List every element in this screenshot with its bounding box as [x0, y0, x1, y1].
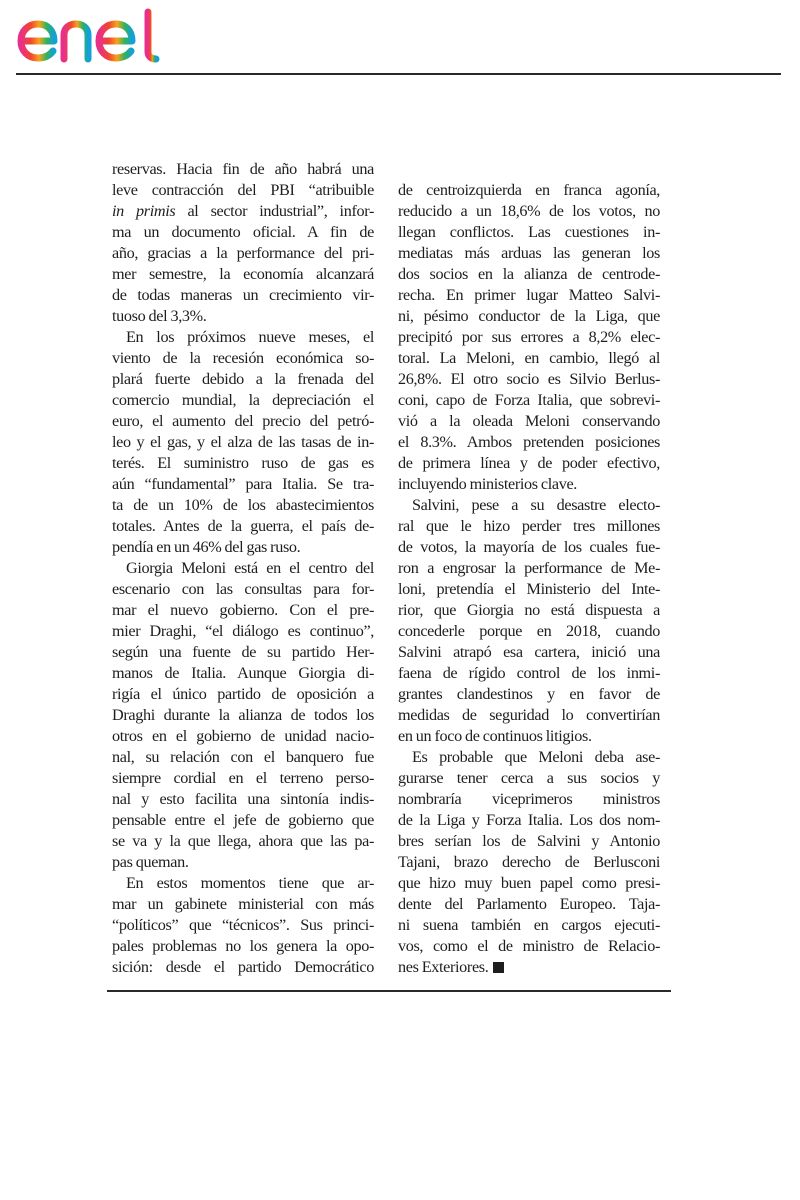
article-text-line: leve contracción del PBI “atribuible: [112, 181, 374, 199]
article-text-line: siempre cordial en el terreno perso-: [112, 769, 374, 787]
article-text-line: incluyendo ministerios clave.: [398, 475, 578, 493]
article-text-line: nal, su relación con el banquero fue: [112, 748, 374, 766]
article-text-line: loni, pretendía el Ministerio del Inte-: [398, 580, 660, 598]
article-end-divider: [107, 990, 671, 992]
italic-phrase: in primis: [112, 202, 176, 220]
article-text-line: faena de rígido control de los inmi-: [398, 664, 660, 682]
article-text-line: dente del Parlamento Europeo. Taja-: [398, 895, 660, 913]
article-text-line: según una fuente de su partido Her-: [112, 643, 374, 661]
article-column-left: [112, 159, 374, 978]
article-text-line: se va y la que llega, ahora que las pa-: [112, 832, 374, 850]
article-text-line: recha. En primer lugar Matteo Salvi-: [398, 286, 660, 304]
article-text-line: plará fuerte debido a la frenada del: [112, 370, 374, 388]
article-text-line: coni, capo de Forza Italia, que sobrevi-: [398, 391, 660, 409]
article-text-line: Tajani, brazo derecho de Berlusconi: [398, 853, 660, 871]
article-text-line: llegan conflictos. Las cuestiones in-: [398, 223, 660, 241]
article-text-line: sición: desde el partido Democrático: [112, 958, 374, 976]
article-text-line: pendía en un 46% del gas ruso.: [112, 538, 301, 556]
article-text-line: mer semestre, la economía alcanzará: [112, 265, 374, 283]
article-text-line: grantes clandestinos y en favor de: [398, 685, 660, 703]
article-text-line: euro, el aumento del precio del petró-: [112, 412, 374, 430]
end-of-article-square-icon: [493, 962, 504, 973]
article-text-line: Es probable que Meloni deba ase-: [412, 748, 660, 766]
article-text-line: pensable entre el jefe de gobierno que: [112, 811, 374, 829]
article-text-line: que hizo muy buen papel como presi-: [398, 874, 660, 892]
article-text-line: el 8.3%. Ambos pretenden posiciones: [398, 433, 660, 451]
article-body: [112, 159, 672, 989]
article-text-line: de votos, la mayoría de los cuales fue-: [398, 538, 660, 556]
article-text-line: Salvini atrapó esa cartera, inició una: [398, 643, 660, 661]
page-header: [0, 0, 800, 80]
article-text-line: nal y esto facilita una sintonía indis-: [112, 790, 374, 808]
article-text-line: ron a engrosar la performance de Me-: [398, 559, 660, 577]
article-text-line: pas queman.: [112, 853, 189, 871]
article-text-line: gurarse tener cerca a sus socios y: [398, 769, 660, 787]
article-text-line: otros en el gobierno de unidad nacio-: [112, 727, 374, 745]
article-text-line: Giorgia Meloni está en el centro del: [126, 559, 374, 577]
article-text-line: tuoso del 3,3%.: [112, 307, 207, 325]
article-text-line: toral. La Meloni, en cambio, llegó al: [398, 349, 660, 367]
article-text-line: ta de un 10% de los abastecimientos: [112, 496, 374, 514]
article-text-line: aún “fundamental” para Italia. Se tra-: [112, 475, 374, 493]
article-text-line: manos de Italia. Aunque Giorgia di-: [112, 664, 374, 682]
article-text-line: de todas maneras un crecimiento vir-: [112, 286, 374, 304]
enel-logo: [16, 8, 176, 68]
article-text-line: rior, que Giorgia no está dispuesta a: [398, 601, 660, 619]
article-text-line: ni, pésimo conductor de la Liga, que: [398, 307, 660, 325]
article-text-line: mar el nuevo gobierno. Con el pre-: [112, 601, 374, 619]
article-text-line: Salvini, pese a su desastre electo-: [412, 496, 660, 514]
article-text-line: mediatas más arduas las generan los: [398, 244, 660, 262]
article-text-line: in primis al sector industrial”, infor-: [112, 202, 374, 220]
article-text-line: pales problemas no los genera la opo-: [112, 937, 374, 955]
article-text-line: dos socios en la alianza de centrode-: [398, 265, 660, 283]
article-text-line: nombraría viceprimeros ministros: [398, 790, 660, 808]
article-text-line: de centroizquierda en franca agonía,: [398, 181, 660, 199]
article-text-line: vió a la oleada Meloni conservando: [398, 412, 660, 430]
article-text-line: mar un gabinete ministerial con más: [112, 895, 374, 913]
article-text-line: vos, como el de ministro de Relacio-: [398, 937, 660, 955]
article-text-line: medidas de seguridad lo convertirían: [398, 706, 660, 724]
article-text-line: de primera línea y de poder efectivo,: [398, 454, 660, 472]
article-text-line: ni suena también en cargos ejecuti-: [398, 916, 660, 934]
article-text-line: En estos momentos tiene que ar-: [126, 874, 374, 892]
article-text-line: mier Draghi, “el diálogo es continuo”,: [112, 622, 374, 640]
article-text-line: ral que le hizo perder tres millones: [398, 517, 660, 535]
header-divider: [16, 73, 781, 75]
article-text-line: viento de la recesión económica so-: [112, 349, 374, 367]
article-text-line: bres serían los de Salvini y Antonio: [398, 832, 660, 850]
article-text-line: reducido a un 18,6% de los votos, no: [398, 202, 660, 220]
article-text-line: En los próximos nueve meses, el: [126, 328, 374, 346]
article-text-line: 26,8%. El otro socio es Silvio Berlus-: [398, 370, 660, 388]
article-text-line: comercio mundial, la depreciación el: [112, 391, 374, 409]
article-text-line: precipitó por sus errores a 8,2% elec-: [398, 328, 660, 346]
article-text-line: Draghi durante la alianza de todos los: [112, 706, 374, 724]
article-column-right: [398, 180, 660, 978]
article-text-line: concederle porque en 2018, cuando: [398, 622, 660, 640]
article-text-line: rigía el único partido de oposición a: [112, 685, 374, 703]
article-text-line: reservas. Hacia fin de año habrá una: [112, 160, 374, 178]
article-text-line: nes Exteriores.: [398, 957, 660, 978]
article-text-line: terés. El suministro ruso de gas es: [112, 454, 374, 472]
article-text-line: totales. Antes de la guerra, el país de-: [112, 517, 374, 535]
article-text-line: ma un documento oficial. A fin de: [112, 223, 374, 241]
article-text-line: escenario con las consultas para for-: [112, 580, 374, 598]
article-text-line: de la Liga y Forza Italia. Los dos nom-: [398, 811, 660, 829]
article-text-line: “políticos” que “técnicos”. Sus princi-: [112, 916, 374, 934]
article-text-line: en un foco de continuos litigios.: [398, 727, 592, 745]
article-text-line: leo y el gas, y el alza de las tasas de in-: [112, 433, 374, 451]
article-text-line: año, gracias a la performance del pri-: [112, 244, 374, 262]
